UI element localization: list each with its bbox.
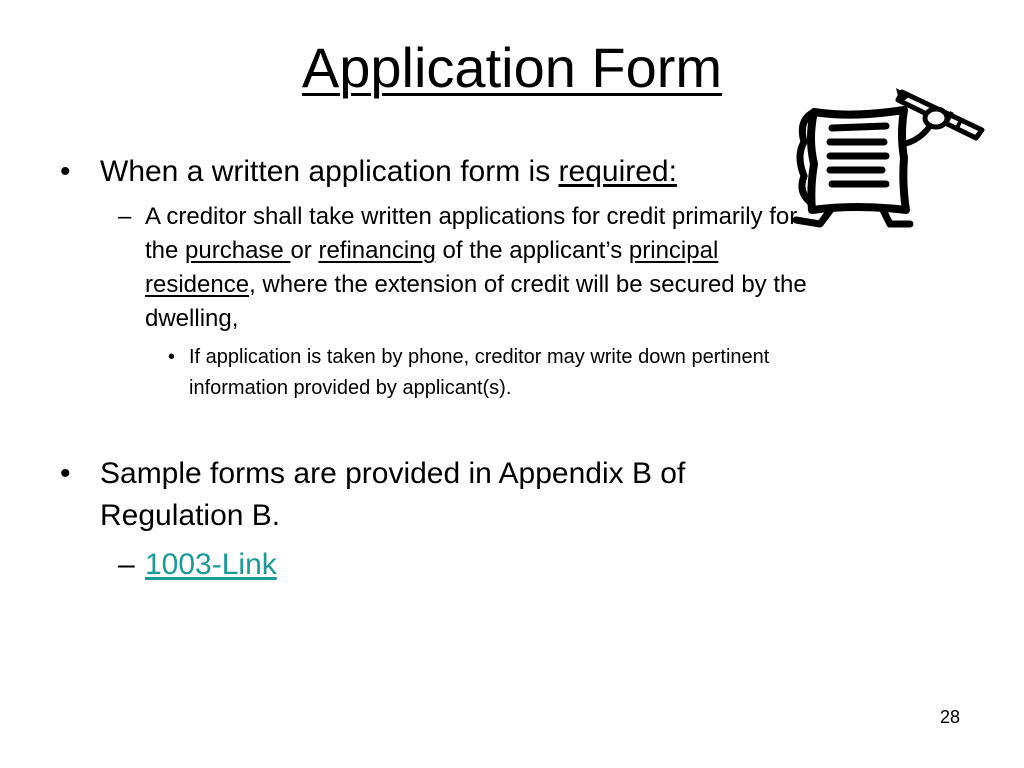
phone-application-text: If application is taken by phone, creditor may write down pertinent information provided by applicant(s).	[189, 346, 770, 399]
bullet-marker-small: •	[168, 346, 176, 368]
bullet-sample-forms	[60, 453, 800, 537]
bullet-text-plain: When a written application form is	[100, 155, 559, 188]
slide-title: Application Form	[301, 36, 723, 99]
dash-marker: –	[118, 203, 132, 230]
dash-marker: –	[118, 548, 135, 581]
sub-bullet-link	[118, 544, 858, 586]
sample-forms-text: Sample forms are provided in Appendix B of Regulation B.	[100, 457, 686, 532]
bullet-marker: •	[60, 155, 71, 188]
purchase-underlined: purchase	[185, 237, 291, 264]
sub-bullet-text	[145, 200, 818, 336]
text-part-4: , where the extension of credit will be secured by the dwelling,	[145, 271, 807, 332]
principal-residence-underlined: principal residence	[145, 237, 719, 298]
bullet-marker: •	[60, 457, 71, 490]
link-1003[interactable]: 1003-Link	[145, 548, 277, 581]
bullet-written-application	[60, 151, 800, 193]
bullet-text	[100, 151, 800, 193]
text-part-1: A creditor shall take written applications for credit primarily for the	[145, 203, 798, 264]
sub-sub-bullet-phone	[168, 342, 848, 404]
text-part-3: of the applicant’s	[435, 237, 629, 264]
required-underlined: required:	[558, 155, 677, 188]
sub-bullet-creditor-rule	[118, 200, 818, 336]
document-quill-pen-icon	[792, 84, 992, 230]
text-part-2: or	[290, 237, 319, 264]
page-number: 28	[939, 707, 961, 727]
refinancing-underlined: refinancing	[318, 237, 436, 264]
